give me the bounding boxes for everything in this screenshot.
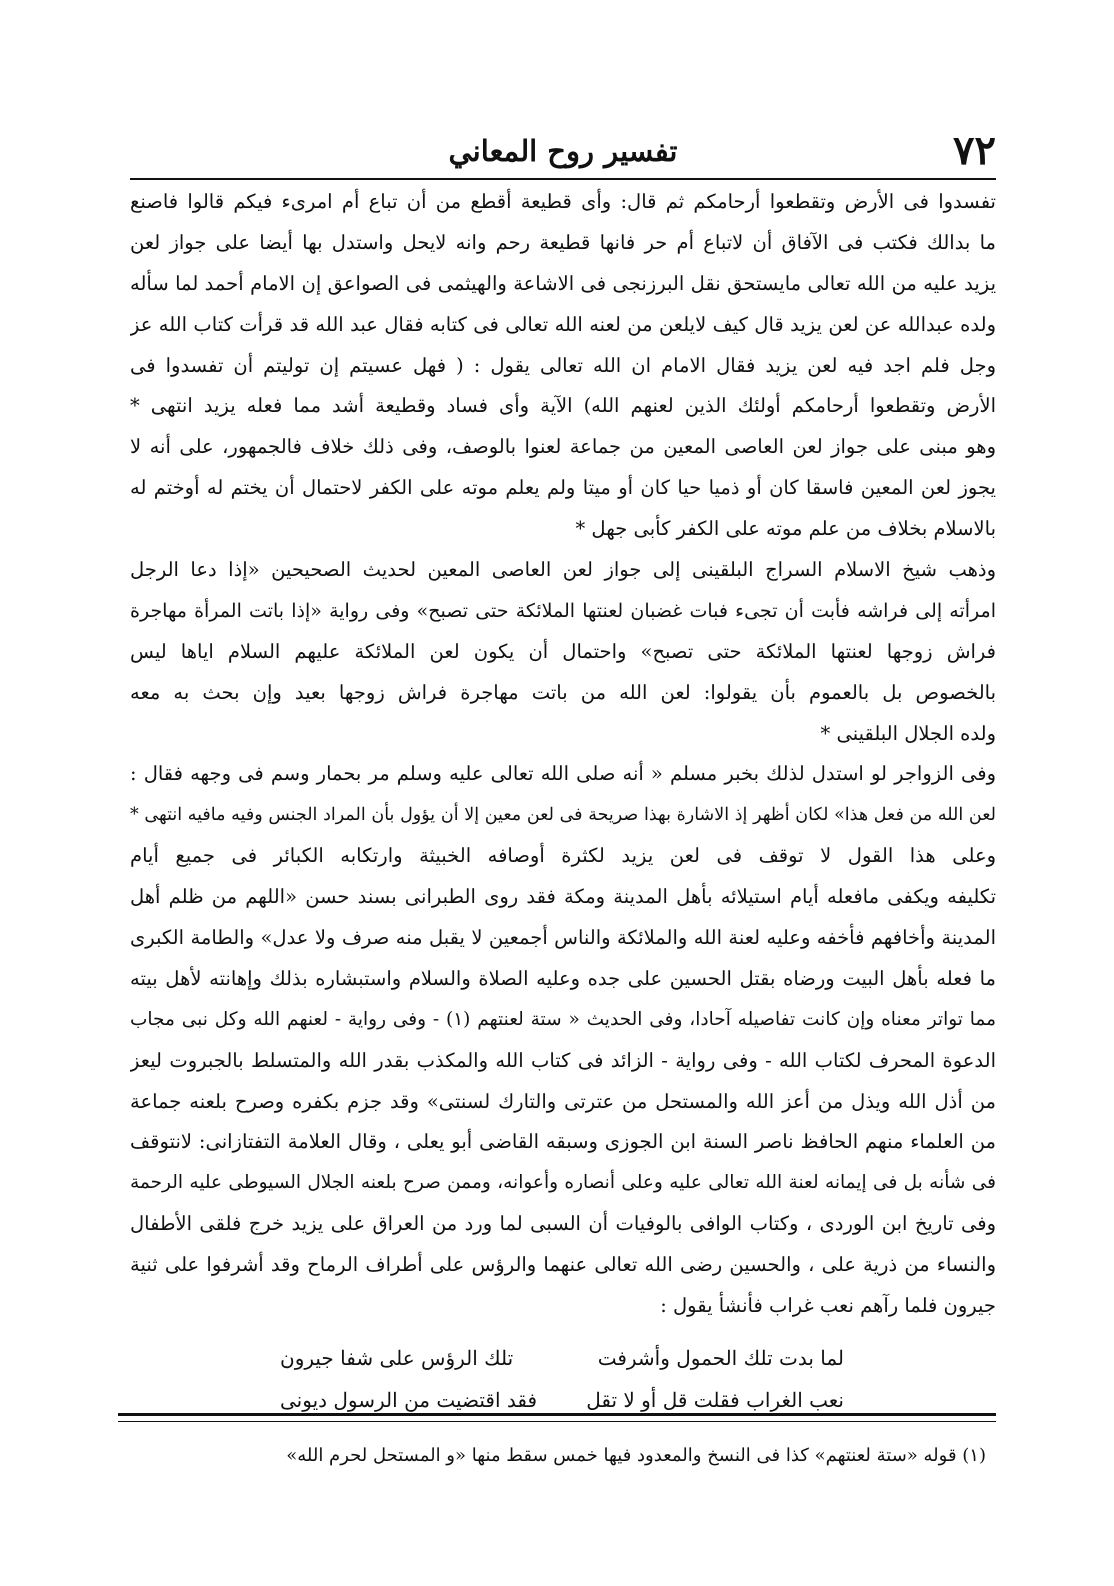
text-line: ما فعله بأهل البيت ورضاه بقتل الحسين على جده وعليه الصلاة والسلام واستبشاره بذلك وإهانته لأهل بيته [130,966,996,990]
text-line: مما تواتر معناه وإن كانت تفاصيله آحادا، وفى الحديث « ستة لعنتهم (١) - وفى رواية - لعنهم الله وكل نبى مجاب [130,1008,996,1030]
page-number: ٧٢ [953,127,996,174]
footnote-separator-thick [118,1413,996,1416]
page-header [130,126,996,176]
text-line: وفى الزواجر لو استدل لذلك بخبر مسلم « أنه صلى الله تعالى عليه وسلم مر بحمار وسم فى وجهه فقال : [130,762,996,786]
text-line: والنساء من ذرية على ، والحسين رضى الله تعالى عنهما والرؤس على أطراف الرماح وقد أشرفوا على ثنية [130,1253,996,1277]
footnote-separator-thin [118,1421,996,1422]
text-line: فى شأنه بل فى إيمانه لعنة الله تعالى عليه وعلى أنصاره وأعوانه، وممن صرح بلعنه الجلال السيوطى عليه الرحمة [130,1172,996,1194]
text-line: الدعوة المحرف لكتاب الله - وفى رواية - الزائد فى كتاب الله والمكذب بقدر الله والمتسلط بالجبروت ليعز [130,1048,996,1072]
text-line: جيرون فلما رآهم نعب غراب فأنشأ يقول : [660,1294,996,1318]
header-rule [130,178,996,180]
verse-first-hemistich: نعب الغراب فقلت قل أو لا تقل [586,1388,844,1412]
text-line: بالخصوص بل بالعموم بأن يقولوا: لعن الله من باتت مهاجرة فراش زوجها بعيد وإن بحث به معه [130,680,996,704]
text-line: ما بدالك فكتب فى الآفاق أن لاتباع أم حر فانها قطيعة رحم وانه لايحل واستدل بها أيضا على جواز لعن [130,230,996,254]
text-line: ولده الجلال البلقينى * [820,721,996,745]
main-text [130,182,996,1327]
text-line: المدينة وأخافهم فأخفه وعليه لعنة الله والملائكة والناس أجمعين لا يقبل منه صرف ولا عدل» والطامة الكبرى [130,926,996,950]
text-line: تكليفه ويكفى مافعله أيام استيلائه بأهل المدينة ومكة فقد روى الطبرانى بسند حسن «اللهم من ظلم أهل [130,885,996,909]
running-title: تفسير روح المعاني [448,134,678,168]
text-line: يزيد عليه من الله تعالى مايستحق نقل البرزنجى فى الاشاعة والهيثمى فى الصواعق إن الامام أحمد لما سأله [130,271,996,295]
poem [280,1337,844,1421]
text-line: وهو مبنى على جواز لعن العاصى المعين من جماعة لعنوا بالوصف، وفى ذلك خلاف فالجمهور، على أنه لا [130,435,996,459]
text-line: ولده عبدالله عن لعن يزيد قال كيف لايلعن من لعنه الله تعالى فى كتابه فقال عبد الله قد قرأت كتاب الله عز [130,312,996,336]
text-line: الأرض وتقطعوا أرحامكم أولئك الذين لعنهم الله) الآية وأى فساد وقطيعة أشد مما فعله يزيد انتهى * [130,394,996,418]
text-line: لعن الله من فعل هذا» لكان أظهر إذ الاشارة بهذا صريحة فى لعن معين إلا أن يؤول بأن المراد الجنس وفيه مافيه انتهى * [130,805,996,826]
text-line: من أذل الله ويذل من أعز الله والمستحل من عترتى والتارك لسنتى» وقد جزم بكفره وصرح بلعنه جماعة [130,1089,996,1113]
text-line: وفى تاريخ ابن الوردى ، وكتاب الوافى بالوفيات أن السبى لما ورد من العراق على يزيد خرج فلقى الأطفال [130,1212,996,1236]
verse-first-hemistich: لما بدت تلك الحمول وأشرفت [597,1346,844,1370]
verse-second-hemistich: فقد اقتضيت من الرسول ديونى [280,1388,538,1412]
text-line: وذهب شيخ الاسلام السراج البلقينى إلى جواز لعن العاصى المعين لحديث الصحيحين «إذا دعا الرجل [130,558,996,582]
text-line: وجل فلم اجد فيه لعن يزيد فقال الامام ان الله تعالى يقول : ( فهل عسيتم إن توليتم أن تفسدوا فى [130,353,996,377]
poem-verse [280,1337,844,1379]
text-line: فراش زوجها لعنتها الملائكة حتى تصبح» واحتمال أن يكون لعن الملائكة عليهم السلام اياها ليس [130,639,996,663]
text-line: بالاسلام بخلاف من علم موته على الكفر كأبى جهل * [575,517,996,541]
text-line: من العلماء منهم الحافظ ناصر السنة ابن الجوزى وسبقه القاضى أبو يعلى ، وقال العلامة التفتازانى: لانتوقف [130,1130,996,1154]
text-line: تفسدوا فى الأرض وتقطعوا أرحامكم ثم قال: وأى قطيعة أقطع من أن تباع أم امرىء فيكم قالوا فاصنع [130,190,996,213]
text-line: امرأته إلى فراشه فأبت أن تجىء فبات غضبان لعنتها الملائكة حتى تصبح» وفى رواية «إذا باتت المرأة مهاجرة [130,599,996,622]
verse-second-hemistich: تلك الرؤس على شفا جيرون [280,1346,514,1370]
text-line: وعلى هذا القول لا توقف فى لعن يزيد لكثرة أوصافه الخبيثة وارتكابه الكبائر فى جميع أيام [130,844,996,868]
text-line: يجوز لعن المعين فاسقا كان أو ذميا حيا كان أو ميتا ولم يعلم موته على الكفر لاحتمال أن يختم له أوختم له [130,476,996,500]
footnote: (١) قوله «ستة لعنتهم» كذا فى النسخ والمعدود فيها خمس سقط منها «و المستحل لحرم الله» [286,1445,986,1466]
